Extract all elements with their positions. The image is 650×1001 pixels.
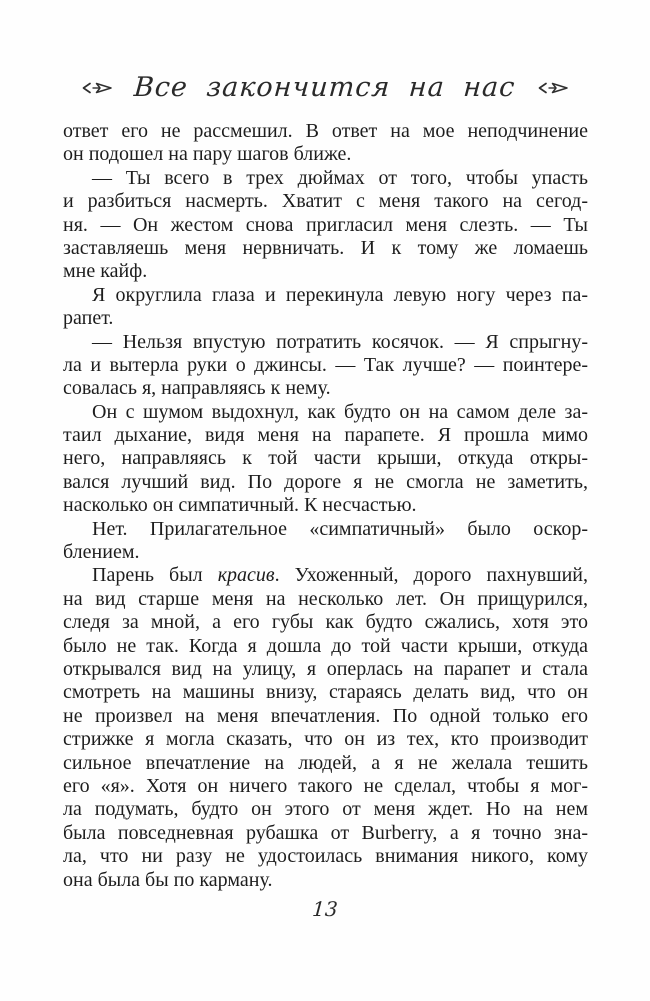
text-line: ответ его не рассмешил. В ответ на мое неподчинение — [63, 120, 588, 142]
text-line: вался лучший вид. По дороге я не смогла не заметить, — [63, 470, 588, 493]
text-line: была повседневная рубашка от Burberry, а я точно зна- — [63, 821, 588, 844]
text-line: совалась я, направляясь к нему. — [63, 377, 331, 400]
italic-word: красив — [217, 564, 275, 587]
arrow-fleuron-icon — [536, 80, 570, 96]
chapter-running-title: Все закончится на нас — [133, 72, 517, 103]
text-line: стрижке я могла сказать, что он из тех, кто производит — [63, 728, 588, 751]
text-line — [63, 564, 588, 587]
page-number: 13 — [311, 897, 339, 921]
paragraph — [63, 401, 588, 518]
text-line: было не так. Когда я дошла до той части крыши, откуда — [63, 634, 588, 657]
text-line: насколько он симпатичный. К несчастью. — [63, 494, 417, 517]
text-line: — Нельзя впустую потратить косячок. — Я спрыгну- — [92, 330, 588, 353]
text-line: блением. — [63, 541, 140, 564]
text-line: он подошел на пару шагов ближе. — [63, 143, 352, 166]
text-line: следя за мной, а его губы как будто сжались, хотя это — [63, 611, 588, 634]
text-line: рапет. — [63, 307, 114, 330]
text-line: ла подумать, будто он этого от меня ждет. Но на нем — [63, 798, 588, 821]
text-line: — Ты всего в трех дюймах от того, чтобы упасть — [92, 166, 588, 189]
paragraph — [63, 284, 588, 331]
text-line: сильное впечатление на людей, а я не желала тешить — [63, 751, 588, 774]
text-line: она была бы по карману. — [63, 868, 273, 891]
paragraph — [63, 518, 588, 565]
text-line: ла и вытерла руки о джинсы. — Так лучше? — поинтере- — [63, 353, 588, 376]
text-line: его «я». Хотя он ничего такого не сделал, чтобы я мог- — [63, 774, 588, 797]
text-line: таил дыхание, видя меня на парапете. Я прошла мимо — [63, 424, 588, 447]
text-line: Я округлила глаза и перекинула левую ногу через па- — [92, 283, 588, 306]
text-line: не произвел на меня впечатления. По одной только его — [63, 704, 588, 727]
text-line: Нет. Прилагательное «симпатичный» было оскор- — [92, 517, 588, 540]
paragraph — [63, 564, 588, 891]
text-line: мне кайф. — [63, 260, 148, 283]
text-line: открывался вид на улицу, я оперлась на парапет и стала — [63, 657, 588, 680]
text-line: него, направляясь к той части крыши, откуда откры- — [63, 447, 588, 470]
text-line: ла, что ни разу не удостоилась внимания никого, кому — [63, 845, 588, 868]
paragraph — [63, 167, 588, 284]
paragraph — [63, 331, 588, 401]
text-line: Он с шумом выдохнул, как будто он на самом деле за- — [92, 400, 588, 423]
paragraph — [63, 120, 588, 167]
text-line: на вид старше меня на несколько лет. Он прищурился, — [63, 587, 588, 610]
text-line: смотреть на машины внизу, стараясь делать вид, что он — [63, 681, 588, 704]
running-head — [0, 72, 650, 103]
text-line: и разбиться насмерть. Хватит с меня такого на сегод- — [63, 190, 588, 213]
body-text — [63, 120, 588, 892]
text-line: заставляешь меня нервничать. И к тому же ломаешь — [63, 236, 588, 259]
text-segment: . Ухоженный, дорого пахнувший, — [274, 564, 588, 587]
text-line: ня. — Он жестом снова пригласил меня слезть. — Ты — [63, 213, 588, 236]
text-segment: Парень был — [92, 564, 218, 587]
arrow-fleuron-icon — [80, 80, 114, 96]
